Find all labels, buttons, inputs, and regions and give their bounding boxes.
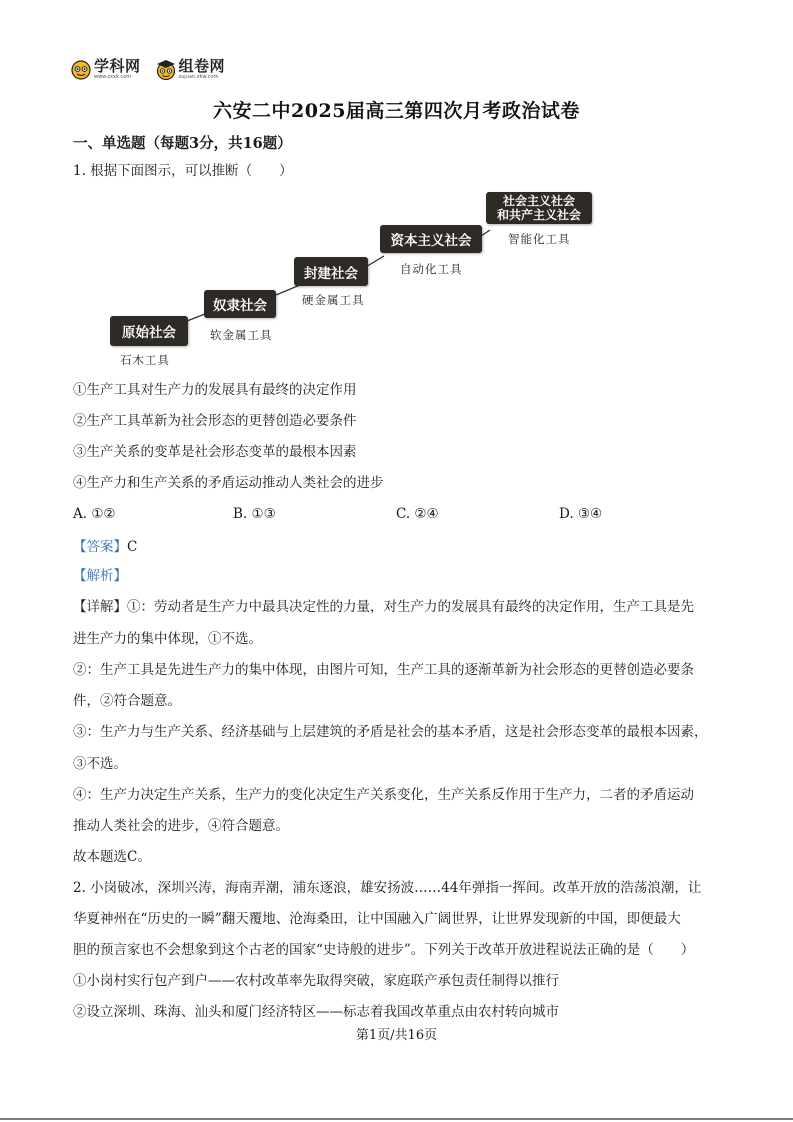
- q2-statement-2: ②设立深圳、珠海、汕头和厦门经济特区——标志着我国改革重点由农村转向城市: [73, 1004, 559, 1020]
- exam-title: 六安二中2025届高三第四次月考政治试卷: [213, 100, 580, 122]
- stage-capitalist-society: 资本主义社会: [380, 225, 482, 253]
- answer-value: C: [127, 539, 138, 555]
- q1-statement-4: ④生产力和生产关系的矛盾运动推动人类社会的进步: [73, 475, 384, 491]
- analysis-tag: 【解析】: [73, 568, 127, 584]
- option-a[interactable]: A. ①②: [73, 506, 116, 522]
- q2-stem-line: 胆的预言家也不会想象到这个古老的国家“史诗般的进步”。下列关于改革开放进程说法正确的是（ ）: [73, 942, 695, 958]
- detail-line: ③：生产力与生产关系、经济基础与上层建筑的矛盾是社会的基本矛盾，这是社会形态变革的最根本因素，: [73, 724, 708, 740]
- option-d[interactable]: D. ③④: [559, 506, 603, 522]
- option-c[interactable]: C. ②④: [396, 506, 439, 522]
- option-b[interactable]: B. ①③: [233, 506, 276, 522]
- stage-slave-society: 奴隶社会: [204, 290, 276, 318]
- stage-primitive-society: 原始社会: [110, 316, 188, 346]
- q1-statement-2: ②生产工具革新为社会形态的更替创造必要条件: [73, 413, 357, 429]
- q2-stem-line: 华夏神州在“历史的一瞬”翻天覆地、沧海桑田，让中国融入广阔世界，让世界发现新的中国，即便最大: [73, 911, 681, 927]
- tool-label: 智能化工具: [508, 232, 571, 246]
- conclusion-line: 故本题选C。: [73, 849, 151, 865]
- tool-label: 自动化工具: [400, 262, 463, 276]
- tool-label: 硬金属工具: [302, 293, 365, 307]
- graduate-smiley-logo-icon: [155, 58, 177, 80]
- detail-line: 进生产力的集中体现，①不选。: [73, 631, 262, 647]
- answer-tag: 【答案】: [73, 539, 127, 555]
- q1-statement-3: ③生产关系的变革是社会形态变革的最根本因素: [73, 444, 357, 460]
- detail-line: [73, 598, 694, 616]
- logo-url: zujuan.xkw.com: [178, 73, 219, 80]
- detail-line: ③不选。: [73, 756, 127, 772]
- q1-statement-1: ①生产工具对生产力的发展具有最终的决定作用: [73, 382, 357, 398]
- stage-socialist-communist-society: [486, 192, 592, 224]
- zujuanwang-logo[interactable]: [155, 58, 226, 80]
- society-stages-diagram: [108, 188, 608, 378]
- page-bottom-rule: [0, 1118, 793, 1120]
- society-line-2: 和共产主义社会: [496, 208, 581, 222]
- detail-line: ②：生产工具是先进生产力的集中体现，由图片可知，生产工具的逐渐革新为社会形态的更替创造必要条: [73, 662, 694, 678]
- detail-line: 推动人类社会的进步，④符合题意。: [73, 818, 289, 834]
- detail-line: ④：生产力决定生产关系，生产力的变化决定生产关系变化，生产关系反作用于生产力，二者的矛盾运动: [73, 787, 694, 803]
- q2-statement-1: ①小岗村实行包产到户——农村改革率先取得突破，家庭联产承包责任制得以推行: [73, 973, 559, 989]
- tool-label: 软金属工具: [210, 328, 273, 342]
- detail-text: ①：劳动者是生产力中最具决定性的力量，对生产力的发展具有最终的决定作用，生产工具是先: [127, 599, 694, 615]
- answer-line: [73, 538, 137, 556]
- detail-line: 件，②符合题意。: [73, 693, 181, 709]
- section-heading: 一、单选题（每题3分，共16题）: [73, 135, 292, 152]
- logo-name: 组卷网: [178, 56, 226, 75]
- detail-tag: 【详解】: [73, 599, 127, 615]
- tool-label: 石木工具: [120, 353, 170, 367]
- stage-feudal-society: 封建社会: [294, 257, 368, 286]
- q2-stem-line: 2. 小岗破冰，深圳兴涛，海南弄潮，浦东逐浪，雄安扬波……44年弹指一挥间。改革开放的浩荡浪潮，让: [73, 880, 702, 896]
- society-line-1: 社会主义社会: [502, 194, 575, 208]
- header-logos: [70, 58, 225, 80]
- xuekewang-logo[interactable]: [70, 58, 141, 80]
- smiley-logo-icon: [70, 58, 92, 80]
- page-number: 第1页/共16页: [355, 1028, 438, 1043]
- q1-stem: 1. 根据下面图示，可以推断（ ）: [73, 163, 293, 179]
- logo-name: 学科网: [94, 56, 141, 75]
- logo-url: www.zxxk.com: [94, 73, 132, 80]
